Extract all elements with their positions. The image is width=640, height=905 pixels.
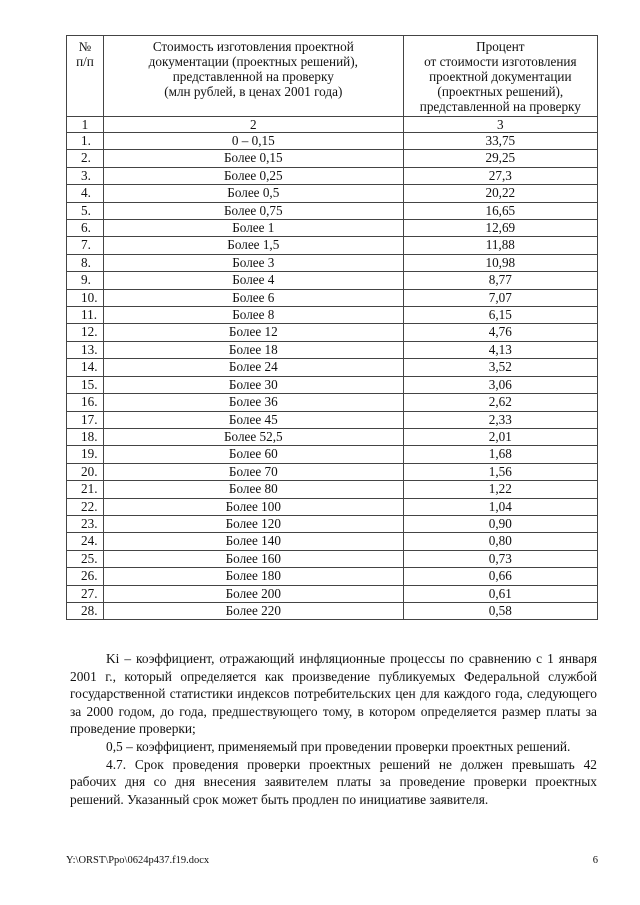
column-number-3: 3 bbox=[403, 117, 597, 133]
row-percent: 12,69 bbox=[403, 220, 597, 237]
row-cost: Более 8 bbox=[103, 307, 403, 324]
row-cost: Более 80 bbox=[103, 481, 403, 498]
row-percent: 8,77 bbox=[403, 272, 597, 289]
file-path: Y:\ORST\Ppo\0624p437.f19.docx bbox=[66, 855, 210, 866]
row-cost: Более 0,75 bbox=[103, 202, 403, 219]
table-row bbox=[67, 585, 598, 602]
row-number: 25. bbox=[67, 550, 104, 567]
row-number: 19. bbox=[67, 446, 104, 463]
row-number: 17. bbox=[67, 411, 104, 428]
row-percent: 0,61 bbox=[403, 585, 597, 602]
table-row bbox=[67, 307, 598, 324]
row-percent: 4,76 bbox=[403, 324, 597, 341]
row-number: 15. bbox=[67, 376, 104, 393]
row-percent: 27,3 bbox=[403, 167, 597, 184]
row-cost: Более 140 bbox=[103, 533, 403, 550]
row-number: 20. bbox=[67, 463, 104, 480]
row-number: 16. bbox=[67, 394, 104, 411]
paragraph-deadline: 4.7. Срок проведения проверки проектных решений не должен превышать 42 рабочих дня со дня внесения заявителем платы за проведение проверки проектных решений. Указанный срок может быть продлен по инициативе заявителя. bbox=[70, 756, 597, 807]
row-number: 9. bbox=[67, 272, 104, 289]
row-percent: 0,66 bbox=[403, 568, 597, 585]
row-cost: 0 – 0,15 bbox=[103, 133, 403, 150]
row-percent: 0,58 bbox=[403, 602, 597, 619]
row-percent: 1,04 bbox=[403, 498, 597, 515]
body-text bbox=[70, 650, 597, 808]
row-percent: 1,56 bbox=[403, 463, 597, 480]
table-row bbox=[67, 289, 598, 306]
row-cost: Более 6 bbox=[103, 289, 403, 306]
table-row bbox=[67, 463, 598, 480]
row-cost: Более 24 bbox=[103, 359, 403, 376]
table-row bbox=[67, 394, 598, 411]
row-percent: 7,07 bbox=[403, 289, 597, 306]
row-percent: 0,80 bbox=[403, 533, 597, 550]
row-cost: Более 1 bbox=[103, 220, 403, 237]
row-number: 22. bbox=[67, 498, 104, 515]
row-percent: 16,65 bbox=[403, 202, 597, 219]
header-percent: Процент от стоимости изготовления проектной документации (проектных решений), представленной на проверку bbox=[403, 36, 597, 117]
page-number: 6 bbox=[592, 855, 598, 866]
column-number-1: 1 bbox=[67, 117, 104, 133]
row-cost: Более 4 bbox=[103, 272, 403, 289]
table-row bbox=[67, 150, 598, 167]
table-row bbox=[67, 376, 598, 393]
row-cost: Более 0,5 bbox=[103, 185, 403, 202]
row-number: 2. bbox=[67, 150, 104, 167]
table-header-row bbox=[67, 36, 598, 117]
row-number: 6. bbox=[67, 220, 104, 237]
row-cost: Более 0,25 bbox=[103, 167, 403, 184]
table-row bbox=[67, 185, 598, 202]
page-footer bbox=[66, 855, 598, 866]
row-percent: 3,06 bbox=[403, 376, 597, 393]
row-cost: Более 52,5 bbox=[103, 428, 403, 445]
row-number: 28. bbox=[67, 602, 104, 619]
table-row bbox=[67, 428, 598, 445]
row-number: 3. bbox=[67, 167, 104, 184]
table-row bbox=[67, 446, 598, 463]
table-row bbox=[67, 411, 598, 428]
table-row bbox=[67, 515, 598, 532]
table-row bbox=[67, 220, 598, 237]
row-number: 7. bbox=[67, 237, 104, 254]
row-cost: Более 180 bbox=[103, 568, 403, 585]
row-percent: 2,33 bbox=[403, 411, 597, 428]
row-number: 4. bbox=[67, 185, 104, 202]
row-cost: Более 3 bbox=[103, 254, 403, 271]
row-percent: 6,15 bbox=[403, 307, 597, 324]
table-row bbox=[67, 481, 598, 498]
row-cost: Более 100 bbox=[103, 498, 403, 515]
row-number: 27. bbox=[67, 585, 104, 602]
row-percent: 3,52 bbox=[403, 359, 597, 376]
column-number-row bbox=[67, 117, 598, 133]
table-row bbox=[67, 341, 598, 358]
row-number: 21. bbox=[67, 481, 104, 498]
row-percent: 33,75 bbox=[403, 133, 597, 150]
row-number: 18. bbox=[67, 428, 104, 445]
table-row bbox=[67, 202, 598, 219]
row-cost: Более 12 bbox=[103, 324, 403, 341]
row-number: 8. bbox=[67, 254, 104, 271]
paragraph-coefficient: 0,5 – коэффициент, применяемый при проведении проверки проектных решений. bbox=[106, 738, 571, 754]
row-cost: Более 200 bbox=[103, 585, 403, 602]
row-cost: Более 220 bbox=[103, 602, 403, 619]
table-row bbox=[67, 533, 598, 550]
fee-table bbox=[66, 35, 598, 620]
table-row bbox=[67, 272, 598, 289]
row-cost: Более 0,15 bbox=[103, 150, 403, 167]
row-percent: 0,73 bbox=[403, 550, 597, 567]
row-number: 14. bbox=[67, 359, 104, 376]
row-number: 1. bbox=[67, 133, 104, 150]
table-row bbox=[67, 254, 598, 271]
row-cost: Более 45 bbox=[103, 411, 403, 428]
row-percent: 0,90 bbox=[403, 515, 597, 532]
row-cost: Более 160 bbox=[103, 550, 403, 567]
table-row bbox=[67, 324, 598, 341]
row-cost: Более 36 bbox=[103, 394, 403, 411]
table-row bbox=[67, 550, 598, 567]
header-number: № п/п bbox=[67, 36, 104, 117]
row-percent: 1,22 bbox=[403, 481, 597, 498]
table-row bbox=[67, 602, 598, 619]
row-number: 23. bbox=[67, 515, 104, 532]
row-cost: Более 18 bbox=[103, 341, 403, 358]
table-row bbox=[67, 568, 598, 585]
paragraph-ki: Ki – коэффициент, отражающий инфляционные процессы по сравнению с 1 января 2001 г., который определяется как произведение публикуемых Федеральной службой государственной статистики индексов потребительских цен для каждого года, следующего за 2000 годом, до года, предшествующего тому, в котором определяется размер платы за проведение проверки; bbox=[70, 651, 597, 737]
row-cost: Более 60 bbox=[103, 446, 403, 463]
row-percent: 10,98 bbox=[403, 254, 597, 271]
row-percent: 11,88 bbox=[403, 237, 597, 254]
row-percent: 2,62 bbox=[403, 394, 597, 411]
table-row bbox=[67, 133, 598, 150]
row-cost: Более 30 bbox=[103, 376, 403, 393]
row-number: 13. bbox=[67, 341, 104, 358]
table-row bbox=[67, 167, 598, 184]
table-row bbox=[67, 237, 598, 254]
row-percent: 20,22 bbox=[403, 185, 597, 202]
row-number: 10. bbox=[67, 289, 104, 306]
row-number: 11. bbox=[67, 307, 104, 324]
fee-table-body bbox=[67, 133, 598, 620]
row-cost: Более 70 bbox=[103, 463, 403, 480]
row-cost: Более 1,5 bbox=[103, 237, 403, 254]
header-cost: Стоимость изготовления проектной документации (проектных решений), представленной на проверку (млн рублей, в ценах 2001 года) bbox=[103, 36, 403, 117]
row-cost: Более 120 bbox=[103, 515, 403, 532]
row-percent: 4,13 bbox=[403, 341, 597, 358]
row-percent: 2,01 bbox=[403, 428, 597, 445]
column-number-2: 2 bbox=[103, 117, 403, 133]
row-number: 12. bbox=[67, 324, 104, 341]
table-row bbox=[67, 498, 598, 515]
row-number: 24. bbox=[67, 533, 104, 550]
row-percent: 1,68 bbox=[403, 446, 597, 463]
table-row bbox=[67, 359, 598, 376]
row-number: 26. bbox=[67, 568, 104, 585]
row-percent: 29,25 bbox=[403, 150, 597, 167]
row-number: 5. bbox=[67, 202, 104, 219]
